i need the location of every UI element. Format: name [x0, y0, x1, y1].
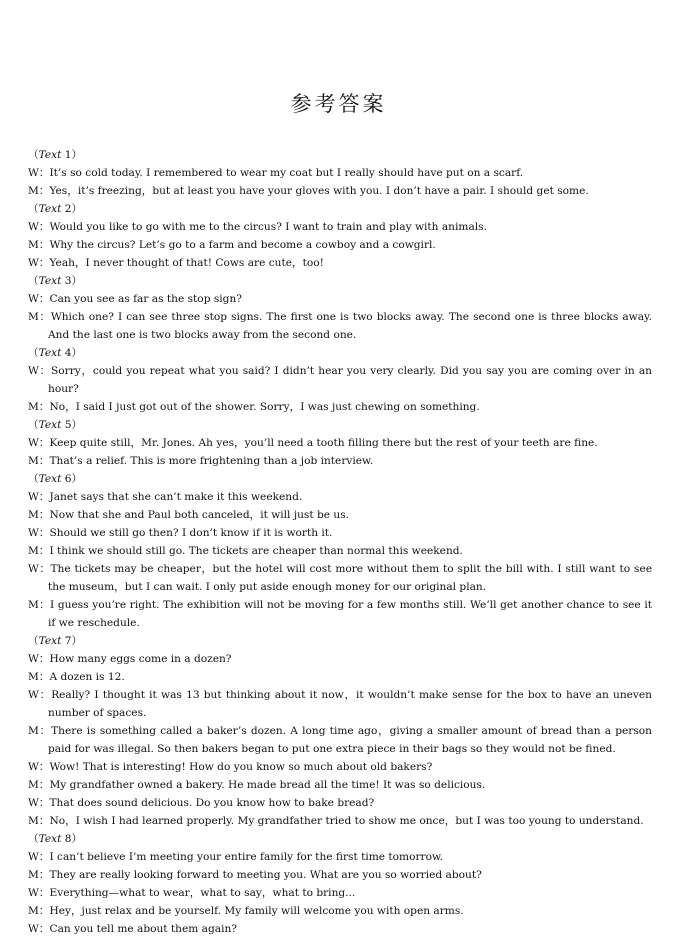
speaker-label: M： [28, 905, 50, 917]
dialogue-line [28, 848, 652, 866]
section-header-open: （ [28, 203, 39, 215]
dialogue-text: Janet says that she can’t make it this weekend. [49, 491, 303, 503]
dialogue-text: Sorry，could you repeat what you said? I didn’t hear you very clearly. Did you say you are coming over in an hour? [48, 365, 652, 395]
speaker-label: W： [28, 293, 50, 305]
section-header-number: 3） [61, 275, 83, 287]
dialogue-text: How many eggs come in a dozen? [49, 653, 232, 665]
dialogue-line [28, 686, 652, 722]
section-header-label: Text [38, 635, 62, 647]
dialogue-text: Wow! That is interesting! How do you know so much about old bakers? [49, 761, 433, 773]
dialogue-line [28, 596, 652, 632]
speaker-label: W： [28, 923, 50, 935]
speaker-label: W： [28, 167, 50, 179]
section-header [28, 632, 652, 650]
speaker-label: M： [28, 239, 50, 251]
dialogue-line [28, 362, 652, 398]
section-header [28, 344, 652, 362]
dialogue-text: I think we should still go. The tickets are cheaper than normal this weekend. [49, 545, 463, 557]
dialogue-text: Now that she and Paul both canceled，it will just be us. [49, 509, 350, 521]
dialogue-line [28, 308, 652, 344]
dialogue-line [28, 524, 652, 542]
speaker-label: W： [28, 365, 52, 377]
section-header-label: Text [38, 419, 62, 431]
speaker-label: M： [28, 671, 50, 683]
dialogue-text: I guess you’re right. The exhibition will not be moving for a few months still. We’ll get another chance to see it if we reschedule. [48, 599, 652, 629]
section-header [28, 470, 652, 488]
dialogue-text: Everything—what to wear，what to say，what to bring... [49, 887, 356, 899]
section-header-number: 2） [61, 203, 83, 215]
section-header [28, 200, 652, 218]
section-header [28, 416, 652, 434]
section-header-open: （ [28, 635, 39, 647]
speaker-label: M： [28, 815, 50, 827]
speaker-label: W： [28, 221, 50, 233]
transcript-body [28, 146, 652, 938]
speaker-label: M： [28, 779, 50, 791]
dialogue-text: My grandfather owned a bakery. He made bread all the time! It was so delicious. [49, 779, 486, 791]
dialogue-text: They are really looking forward to meeting you. What are you so worried about? [49, 869, 482, 881]
dialogue-text: It’s so cold today. I remembered to wear my coat but I really should have put on a scarf. [49, 167, 524, 179]
speaker-label: M： [28, 869, 50, 881]
dialogue-text: Hey，just relax and be yourself. My family will welcome you with open arms. [49, 905, 464, 917]
dialogue-text: No，I wish I had learned properly. My grandfather tried to show me once，but I was too young to understand. [49, 815, 644, 827]
dialogue-line [28, 506, 652, 524]
dialogue-line [28, 452, 652, 470]
dialogue-text: Can you see as far as the stop sign? [49, 293, 242, 305]
section-header-label: Text [38, 149, 62, 161]
dialogue-line [28, 236, 652, 254]
speaker-label: M： [28, 545, 50, 557]
section-header-label: Text [38, 203, 62, 215]
speaker-label: W： [28, 257, 50, 269]
section-header-number: 8） [61, 833, 83, 845]
dialogue-line [28, 722, 652, 758]
speaker-label: W： [28, 527, 50, 539]
dialogue-line [28, 776, 652, 794]
dialogue-text: Why the circus? Let’s go to a farm and become a cowboy and a cowgirl. [49, 239, 436, 251]
section-header-number: 4） [61, 347, 83, 359]
dialogue-line [28, 794, 652, 812]
dialogue-text: No，I said I just got out of the shower. Sorry，I was just chewing on something. [49, 401, 480, 413]
section-header-number: 1） [61, 149, 83, 161]
section-header [28, 830, 652, 848]
speaker-label: M： [28, 311, 51, 323]
section-header [28, 272, 652, 290]
section-header-open: （ [28, 275, 39, 287]
dialogue-line [28, 398, 652, 416]
dialogue-text: Really? I thought it was 13 but thinking about it now，it wouldn’t make sense for the box to have an uneven number of spaces. [48, 689, 652, 719]
section-header-open: （ [28, 419, 39, 431]
speaker-label: M： [28, 725, 52, 737]
dialogue-line [28, 560, 652, 596]
dialogue-text: A dozen is 12. [49, 671, 125, 683]
section-header-open: （ [28, 347, 39, 359]
dialogue-line [28, 290, 652, 308]
section-header-label: Text [38, 833, 62, 845]
dialogue-text: There is something called a baker’s dozen. A long time ago，giving a smaller amount of bread than a person paid for was illegal. So then bakers began to put one extra piece in their bags so they would not be fined. [48, 725, 652, 755]
speaker-label: W： [28, 761, 50, 773]
dialogue-line [28, 164, 652, 182]
speaker-label: W： [28, 563, 51, 575]
dialogue-line [28, 182, 652, 200]
speaker-label: M： [28, 185, 50, 197]
dialogue-line [28, 650, 652, 668]
dialogue-line [28, 668, 652, 686]
dialogue-text: Which one? I can see three stop signs. The first one is two blocks away. The second one is three blocks away. And the last one is two blocks away from the second one. [48, 311, 652, 341]
section-header-number: 5） [61, 419, 83, 431]
speaker-label: W： [28, 887, 50, 899]
dialogue-text: Yes，it’s freezing，but at least you have your gloves with you. I don’t have a pair. I should get some. [49, 185, 589, 197]
dialogue-text: That does sound delicious. Do you know how to bake bread? [49, 797, 375, 809]
dialogue-line [28, 884, 652, 902]
page-title: 参考答案 [290, 92, 387, 116]
dialogue-line [28, 902, 652, 920]
dialogue-line [28, 434, 652, 452]
dialogue-line [28, 254, 652, 272]
section-header-label: Text [38, 275, 62, 287]
dialogue-text: Should we still go then? I don’t know if it is worth it. [49, 527, 333, 539]
speaker-label: W： [28, 797, 50, 809]
dialogue-text: Yeah，I never thought of that! Cows are cute，too! [49, 257, 324, 269]
dialogue-line [28, 812, 652, 830]
dialogue-text: Can you tell me about them again? [49, 923, 237, 935]
section-header-open: （ [28, 833, 39, 845]
dialogue-line [28, 488, 652, 506]
speaker-label: M： [28, 401, 50, 413]
speaker-label: M： [28, 599, 51, 611]
section-header-label: Text [38, 347, 62, 359]
dialogue-text: I can’t believe I’m meeting your entire family for the first time tomorrow. [49, 851, 444, 863]
section-header-number: 6） [61, 473, 83, 485]
dialogue-line [28, 758, 652, 776]
speaker-label: W： [28, 437, 50, 449]
dialogue-text: Would you like to go with me to the circus? I want to train and play with animals. [49, 221, 487, 233]
section-header-open: （ [28, 149, 39, 161]
speaker-label: W： [28, 491, 50, 503]
section-header-number: 7） [61, 635, 83, 647]
dialogue-text: That’s a relief. This is more frightening than a job interview. [49, 455, 374, 467]
speaker-label: M： [28, 455, 50, 467]
dialogue-line [28, 866, 652, 884]
speaker-label: W： [28, 851, 50, 863]
speaker-label: W： [28, 653, 50, 665]
section-header [28, 146, 652, 164]
dialogue-line [28, 218, 652, 236]
speaker-label: M： [28, 509, 50, 521]
dialogue-line [28, 920, 652, 938]
section-header-label: Text [38, 473, 62, 485]
dialogue-line [28, 542, 652, 560]
speaker-label: W： [28, 689, 52, 701]
dialogue-text: Keep quite still，Mr. Jones. Ah yes，you’ll need a tooth filling there but the rest of your teeth are fine. [49, 437, 598, 449]
section-header-open: （ [28, 473, 39, 485]
dialogue-text: The tickets may be cheaper，but the hotel will cost more without them to split the bill with. I still want to see the museum，but I can wait. I only put aside enough money for our original plan. [48, 563, 652, 593]
